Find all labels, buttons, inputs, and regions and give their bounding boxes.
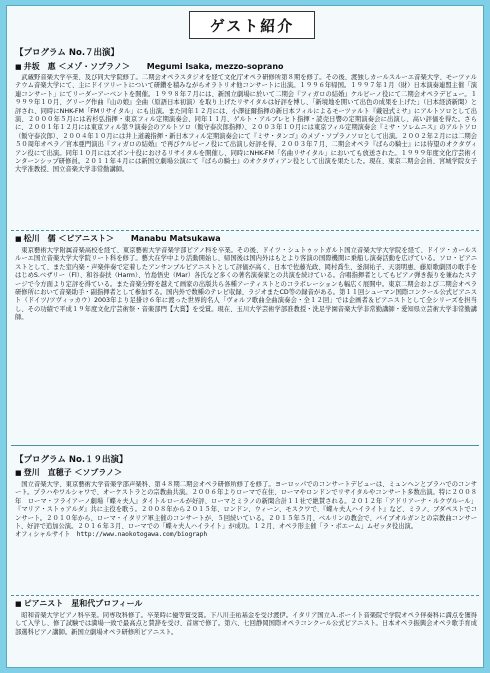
guest-intro-page — [6, 5, 484, 668]
divider — [11, 230, 479, 231]
performer-togawa-name-line — [15, 467, 122, 478]
performer-role: ＜ソプラノ＞ — [74, 468, 123, 477]
performer-role: ＜メゾ・ソプラノ＞ — [58, 62, 130, 71]
performer-name: 井坂 惠 — [23, 62, 56, 71]
bullet-square-icon: ■ — [15, 469, 22, 477]
performer-matsukawa-name-line — [15, 233, 221, 244]
performer-isaka-name-line — [15, 61, 284, 72]
performer-bio: 武蔵野音楽大学卒業、及び同大学院修了。二期会オペラスタジオを経て文化庁オペラ研修所第８期を修了。その後、渡独しカールスルーエ音楽大学、モーツァルテウム音楽大学にて、主にドイツリートについて研鑽を積みながらオラトリオ他コンサートに出演。１９９６年帰国。１９９７年１月（財）日本演奏連盟主催「演連コンサート」にてリーダーアーベントを開催。１９９８年７月には、新国立劇場に於いて二期会『フィガロの結婚』ケルビーノ役にて二期会オペラデビュー。１９９９年１０月、グリーグ作曲『山の娘』全曲（原語日本初演）を取り上げたリサイタルは好評を博し、「新境地を開いて出色の成果を上げた」（日本経済新聞）と評され、同時にNHK-FM「FMリサイタル」にも出演。また同年１２月には、小澤征爾指揮の新日本フィルによるモーツァルト『戴冠式ミサ』にアルトソロとして出演、２０００年５月には若杉弘指揮・東京フィル定期演奏会、同年１１月、ゲルト・アルブレヒト指揮・読売日響の定期演奏会に出演し、高い評価を得た。さらに、２００１年１２月には東京フィル第９演奏会のアルトソロ（飯守泰次郎指揮）、２００３年１０月には東京フィル定期演奏会『ミサ・ソレムニス』のアルトソロ（飯守泰次郎）、２００４年１０月には井上道義指揮・新日本フィル定期演奏会にて『ミサ・タンゴ』のメゾ・ソプラノソロとして出演。２００２年２月には二期会５０周年オペラ／宮本亜門演出『フィガロの結婚』で再びケルビーノ役にて出演し好評を得、２００３年７月、二期会オペラ『ばらの騎士』には待望のオクタヴィアン役にて出演。同年１０月にはズボン十役におけるリサイタルを開催し、同時にNHK-FM「名曲リサイタル」においても放送された。１９９９年度文化庁芸術インターンシップ研修員。２０１１年４月には新国立劇場公演にて『ばらの騎士』のオクタヴィアン役として出演を果たした。現在、東京二期会会員、宮城学院女子大学准教授、国立音楽大学非常勤講師。 — [15, 74, 477, 174]
bullet-square-icon: ■ — [15, 600, 22, 608]
performer-name: ピアニスト 星和代プロフィール — [23, 599, 143, 608]
divider — [11, 595, 479, 596]
program19-header: 【プログラム No.１９出演】 — [15, 455, 128, 465]
pianist-hoshi-name-line — [15, 598, 142, 609]
performer-bio-text: 国立音楽大学、東京藝術大学音楽学部声楽科、第４８期二期会オペラ研修所修了を修了。ヨーロッパでのコンサートデビューは、ミュンヘンとプラハでのコンサート。プラハやワルシャワで、オーケストラとの宗教曲共演。２００６年よりローマで在住、ローマやロンドンでリサイタルやコンサート多数出演。特に２００８年 ローマ・フライアーノ劇場『蝶々夫人』タイトルロールが好評、ローマとミラノの新聞合計１１社で絶賛される。２０１２年「アドリアーナ・ルクヴルール」『マリア・ストゥアルダ』共に主役を歌う。２００８年から２０１５年、ロンドン、ウィーン、モスクワで、『蝶々夫人ハイライト』など、ミラノ、ブダペストでコンサート。２０１０年から、ローマ・イタリア軍主催のコンサートが、５回続いている。２０１５年５月、ベルリンの教会で、バイブオルガンとの宗教曲コンサート、好評で追加公演。２０１６年３月、ローマでの「蝶々夫人ハイライト」が成功。１２月、オペラ形主催「ラ・ボエーム」ムゼッタ役出演。 — [15, 481, 477, 531]
website-label: オフィシャルサイト — [15, 531, 71, 539]
performer-name: 登川 直穂子 — [23, 468, 72, 477]
bullet-square-icon: ■ — [15, 63, 22, 71]
bullet-square-icon: ■ — [15, 235, 22, 243]
title-box — [189, 11, 315, 39]
performer-bio: 昭和音楽大学ピアノ科卒業。同専攻科修了。卒業時に優等賞受賞。下八川圭祐基金を受け渡伊。イタリア国立Ａ.ボーイト音楽院で学院オペラ伴奏科に満点を獲得して入学し、修了試験では満場一致で最高点と賛辞を受け、首席で修了。第六、七回静岡国際オペラコンクール公式ピアニスト。日本オペラ振興会オペラ歌手育成部選科ピアノ講師。新国立劇場オペラ研修所ピアニスト。 — [15, 612, 477, 636]
performer-bio: 東京藝術大学附属音楽高校を経て、東京藝術大学音楽学部ピアノ科を卒業。その後、ドイツ・シュトゥットガルト国立音楽大学大学院を経て、ドイツ・カールスルーエ国立音楽大学大学院リート科を修了。藝大在学中より活動開始し、帰国後は国内外はもとより客演の国際機関に乗船し演奏活動を広げている。ソロ・ピアニストとして、また室内楽・声楽伴奏で定着したアンサンブルピアニストとして評価が高く、日本で佐藤光政、岡村喬生、釜洞祐子、天羽明惠、藤原歌劇団の歌手をはじめS.ベザリー（Fl）、和谷泰扶（Harm）、竹島悟史（Mar）各氏など多くの著名演奏家との共演を続けている。合唱指揮者としてもピアノ弾き振りを兼ねたステージで今方面より定評を得ている。また音楽分野を越えて画家の出版共ら各種アーティストとのコラボレーションも幅広く展開中。東京二期会および二期会オペラ研修所において音楽助手・副指揮者として参加する。国内外で数種のテレビ収録、ラジオまたCD等の録音がある。第１１回シューマン国際コンクール公式ピアニスト（ドイツ/ツヴィッカウ）2003年より足掛け６年に渡った世界的名人「ヴォルフ歌曲全曲演奏会・全１２回」では企画者＆ピアニストとして全シリーズを担当し、その功績で平成１９年度文化庁芸術祭・音楽部門【大賞】を受賞。現在、玉川大学芸術学部准教授・洗足学園音楽大学非常勤講師・愛知県立芸術大学非常勤講師。 — [15, 247, 477, 322]
performer-romaji: Megumi Isaka, mezzo-soprano — [146, 62, 284, 71]
program7-header: 【プログラム No.７出演】 — [15, 48, 120, 58]
performer-name: 松川 儒 — [23, 234, 56, 243]
section-divider — [11, 445, 479, 446]
performer-bio — [15, 481, 477, 591]
website-link[interactable]: http://www.naokotogawa.com/biograph — [76, 531, 208, 539]
page-title: ゲスト紹介 — [209, 16, 295, 35]
performer-romaji: Manabu Matsukawa — [130, 234, 221, 243]
performer-role: ＜ピアニスト＞ — [58, 234, 115, 243]
